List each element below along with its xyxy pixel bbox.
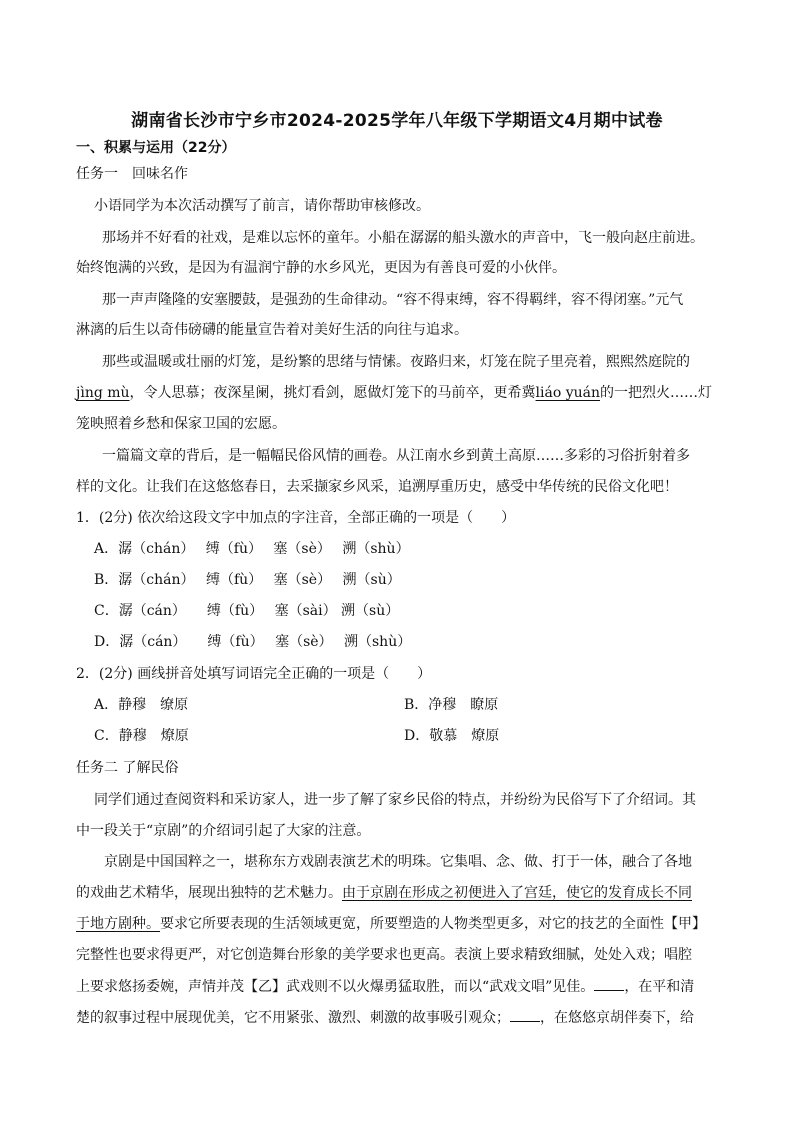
q1-option-c[interactable]: C．潺（cán） 缚（fù） 塞（sài） 溯（sù）: [94, 603, 400, 619]
q2-option-c[interactable]: C．静穆 燎原: [94, 728, 189, 744]
jingju-line6-text: 楚的叙事过程中展现优美，它不用紧张、激烈、刺激的故事吸引观众；: [76, 1010, 510, 1026]
jingju-line5-text: 上要求悠扬委婉，声情并茂【乙】武戏则不以火爆勇猛取胜，而以“武戏文唱”见佳。: [76, 979, 595, 995]
preface-p1-line1: 那场并不好看的社戏，是难以忘怀的童年。小船在潺潺的船头激水的声音中，飞一般向赵庄前进。: [102, 230, 704, 246]
preface-p3-text: ，令人思慕；夜深星阑，挑灯看剑，愿做灯笼下的马前卒，更希冀: [129, 385, 536, 401]
task2-p1-line1: 同学们通过查阅资料和采访家人，进一步了解了家乡民俗的特点，并纷纷为民俗写下了介绍词。其: [94, 792, 696, 808]
underlined-sentence-part1: 由于京剧在形成之初便进入了宫廷，使它的发育成长不同: [342, 885, 692, 901]
q1-option-a[interactable]: A．潺（chán） 缚（fù） 塞（sè） 溯（shù）: [94, 541, 410, 557]
preface-p2-line2: 淋漓的后生以奇伟磅礴的能量宣告着对美好生活的向往与追求。: [76, 322, 468, 338]
jingju-line4: 完整性也要求得更严，对它创造舞台形象的美学要求也更高。表演上要求精致细腻，处处入戏；唱腔: [76, 947, 692, 963]
jingju-line5: [76, 976, 726, 997]
q1-option-b[interactable]: B．潺（chán） 缚（fù） 塞（sè） 溯（sù）: [94, 572, 401, 588]
section-heading: 一、积累与运用（22分）: [76, 140, 236, 156]
jingju-line3: [76, 914, 726, 934]
q2-option-b[interactable]: B．净穆 瞭原: [404, 697, 499, 713]
jingju-line3-text: 要求它所要表现的生活领域更宽，所要塑造的人物类型更多，对它的技艺的全面性【甲】: [160, 916, 706, 932]
fill-blank-1[interactable]: [594, 976, 624, 991]
preface-p3-line1: 那些或温暖或壮丽的灯笼，是纷繁的思绪与情愫。夜路归来，灯笼在院子里亮着，熙熙然庭院的: [102, 354, 690, 370]
task2-heading: 任务二 了解民俗: [76, 760, 179, 776]
underlined-sentence-part2: 于地方剧种。: [76, 916, 160, 932]
task1-heading: 任务一 回味名作: [76, 166, 188, 182]
q2-option-d[interactable]: D．敬慕 燎原: [404, 728, 500, 744]
q2-option-a[interactable]: A．静穆 缭原: [94, 697, 189, 713]
preface-p1-line2: 始终饱满的兴致，是因为有温润宁静的水乡风光，更因为有善良可爱的小伙伴。: [76, 260, 566, 276]
jingju-line1: 京剧是中国国粹之一，堪称东方戏剧表演艺术的明珠。它集唱、念、做、打于一体，融合了各地: [104, 854, 692, 870]
preface-p2-line1: 那一声声隆隆的安塞腰鼓，是强劲的生命律动。“容不得束缚，容不得羁绊，容不得闭塞。”元气: [102, 292, 684, 308]
preface-p3-text-end: 的一把烈火……灯: [600, 385, 713, 401]
jingju-line5-end: ，在平和清: [624, 979, 695, 995]
preface-p4-line2: 样的文化。让我们在这悠悠春日，去采撷家乡风采，追溯厚重历史，感受中华传统的民俗文化吧！: [76, 479, 678, 495]
q1-option-d[interactable]: D．潺（cán） 缚（fù） 塞（sè） 溯（shù）: [94, 634, 412, 650]
jingju-line2: [76, 883, 726, 903]
question-1-stem: 1．(2分) 依次给这段文字中加点的字注音，全部正确的一项是（ ）: [76, 510, 516, 526]
task1-intro: 小语同学为本次活动撰写了前言，请你帮助审核修改。: [94, 198, 430, 214]
preface-p4-line1: 一篇篇文章的背后，是一幅幅民俗风情的画卷。从江南水乡到黄土高原……多彩的习俗折射着多: [102, 448, 690, 464]
fill-blank-2[interactable]: [510, 1007, 540, 1022]
jingju-line6-end: ，在悠悠京胡伴奏下，给: [540, 1010, 694, 1026]
pinyin-blank-1: jìng mù: [76, 385, 130, 401]
task2-p1-line2: 中一段关于“京剧”的介绍词引起了大家的注意。: [76, 823, 371, 839]
preface-p3-line3: 笼映照着乡愁和保家卫国的宏愿。: [76, 416, 286, 432]
jingju-line2-text: 的戏曲艺术精华，展现出独特的艺术魅力。: [76, 885, 342, 901]
pinyin-blank-2: liáo yuán: [535, 385, 601, 401]
exam-title: 湖南省长沙市宁乡市2024-2025学年八年级下学期语文4月期中试卷: [131, 111, 663, 131]
jingju-line6: [76, 1007, 726, 1028]
question-2-stem: 2．(2分) 画线拼音处填写词语完全正确的一项是（ ）: [76, 666, 432, 682]
preface-p3-line2: [76, 383, 726, 403]
